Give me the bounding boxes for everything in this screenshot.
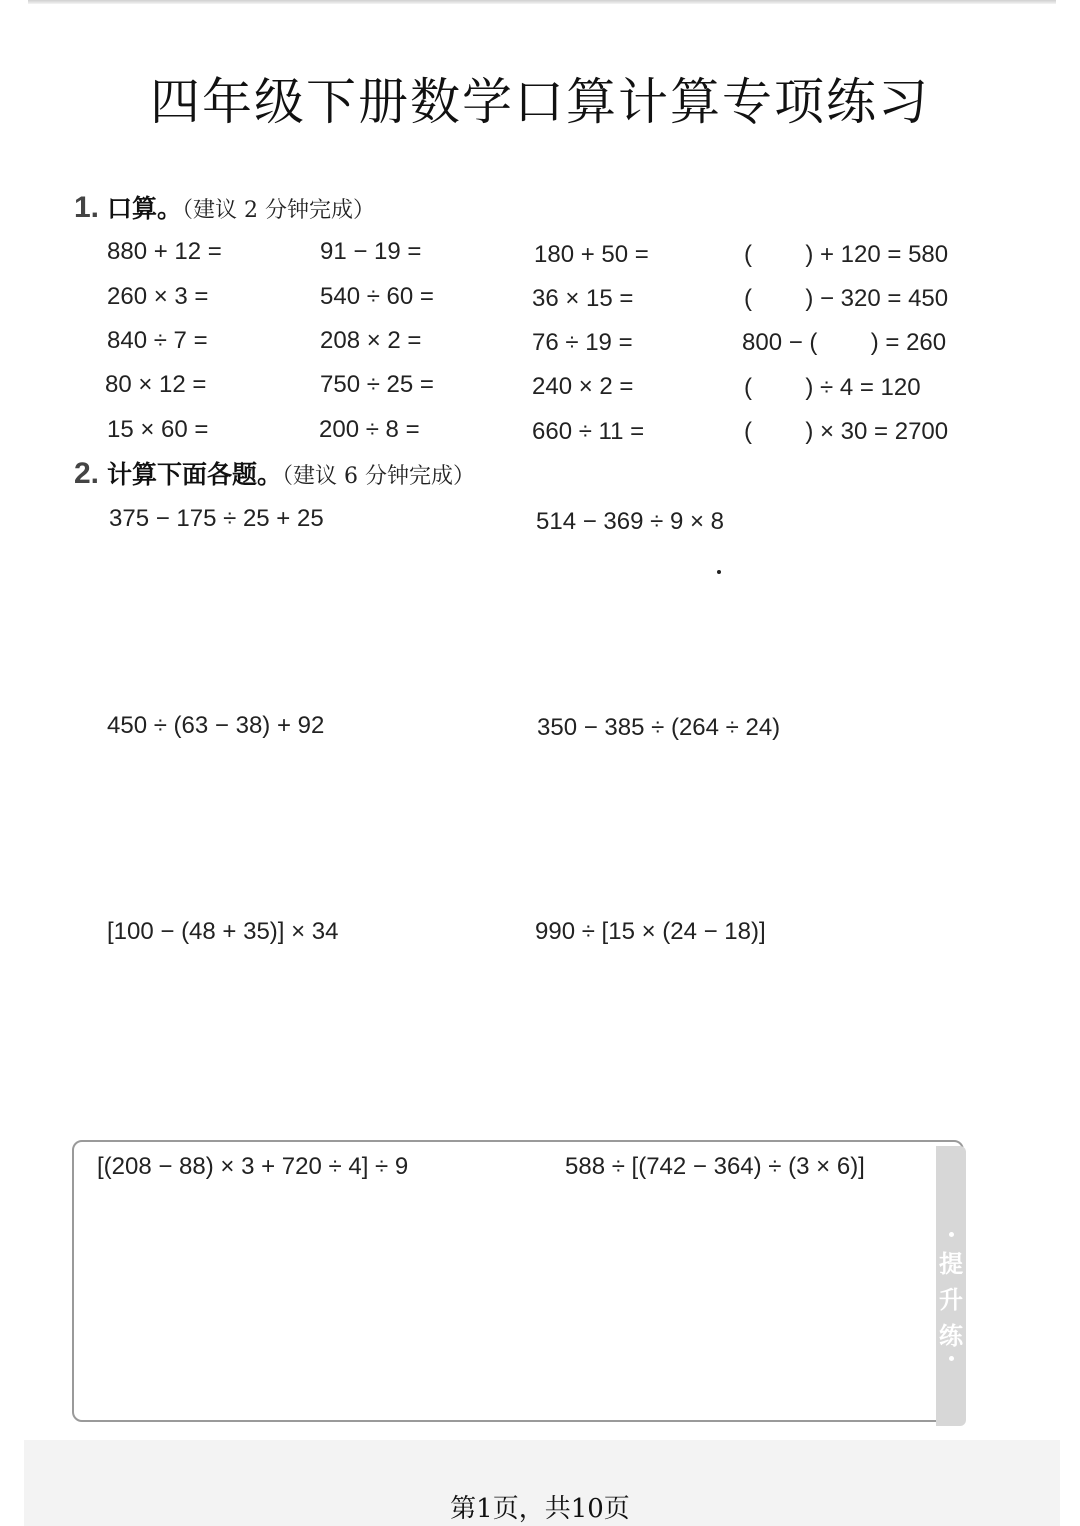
tab-dot-icon [949,1356,954,1361]
page-title: 四年级下册数学口算计算专项练习 [150,73,930,131]
section-1-number: 1. [74,191,100,224]
section-2-title: 计算下面各题。 [107,460,283,489]
boost-problem: [(208 − 88) × 3 + 720 ÷ 4] ÷ 9 [97,1153,409,1180]
section-2-note: （建议 6 分钟完成） [282,464,476,489]
mental-item: 880 + 12 = [107,238,222,265]
boost-side-tab [936,1146,966,1426]
calc-problem: [100 − (48 + 35)] × 34 [107,918,339,945]
stray-dot [717,570,721,574]
mental-item: ( ) ÷ 4 = 120 [744,374,921,401]
mental-item: 800 − ( ) = 260 [742,329,947,356]
mental-item: 91 − 19 = [320,238,422,265]
calc-problem: 375 − 175 ÷ 25 + 25 [109,505,324,532]
mental-item: 15 × 60 = [107,416,209,443]
mental-item: 240 × 2 = [532,373,634,400]
mental-item: 80 × 12 = [105,371,207,398]
section-1-header [74,188,375,228]
mental-item: ( ) × 30 = 2700 [744,418,949,445]
calc-problem: 450 ÷ (63 − 38) + 92 [107,712,325,739]
mental-item: 840 ÷ 7 = [107,327,208,354]
calc-problem: 350 − 385 ÷ (264 ÷ 24) [537,714,781,741]
tab-dot-icon [949,1232,954,1237]
top-border [28,0,1056,4]
mental-item: 540 ÷ 60 = [320,283,434,310]
section-2-header [74,454,475,494]
page-footer: 第1页，共10页 [450,1494,630,1524]
mental-item: 200 ÷ 8 = [319,416,420,443]
mental-item: 660 ÷ 11 = [532,418,645,445]
boost-label: 提升练 [939,1250,963,1350]
mental-item: 260 × 3 = [107,283,209,310]
mental-item: ( ) + 120 = 580 [744,241,949,268]
mental-item: 180 + 50 = [534,241,649,268]
section-2-number: 2. [74,457,100,490]
mental-item: ( ) − 320 = 450 [744,285,949,312]
boost-practice-box [72,1140,964,1422]
mental-item: 750 ÷ 25 = [320,371,434,398]
calc-problem: 990 ÷ [15 × (24 − 18)] [535,918,766,945]
mental-item: 208 × 2 = [320,327,422,354]
boost-problem: 588 ÷ [(742 − 364) ÷ (3 × 6)] [565,1153,865,1180]
mental-item: 76 ÷ 19 = [532,329,633,356]
section-1-note: （建议 2 分钟完成） [182,198,376,223]
mental-item: 36 × 15 = [532,285,634,312]
section-1-title: 口算。 [107,194,183,223]
calc-problem: 514 − 369 ÷ 9 × 8 [536,508,724,535]
